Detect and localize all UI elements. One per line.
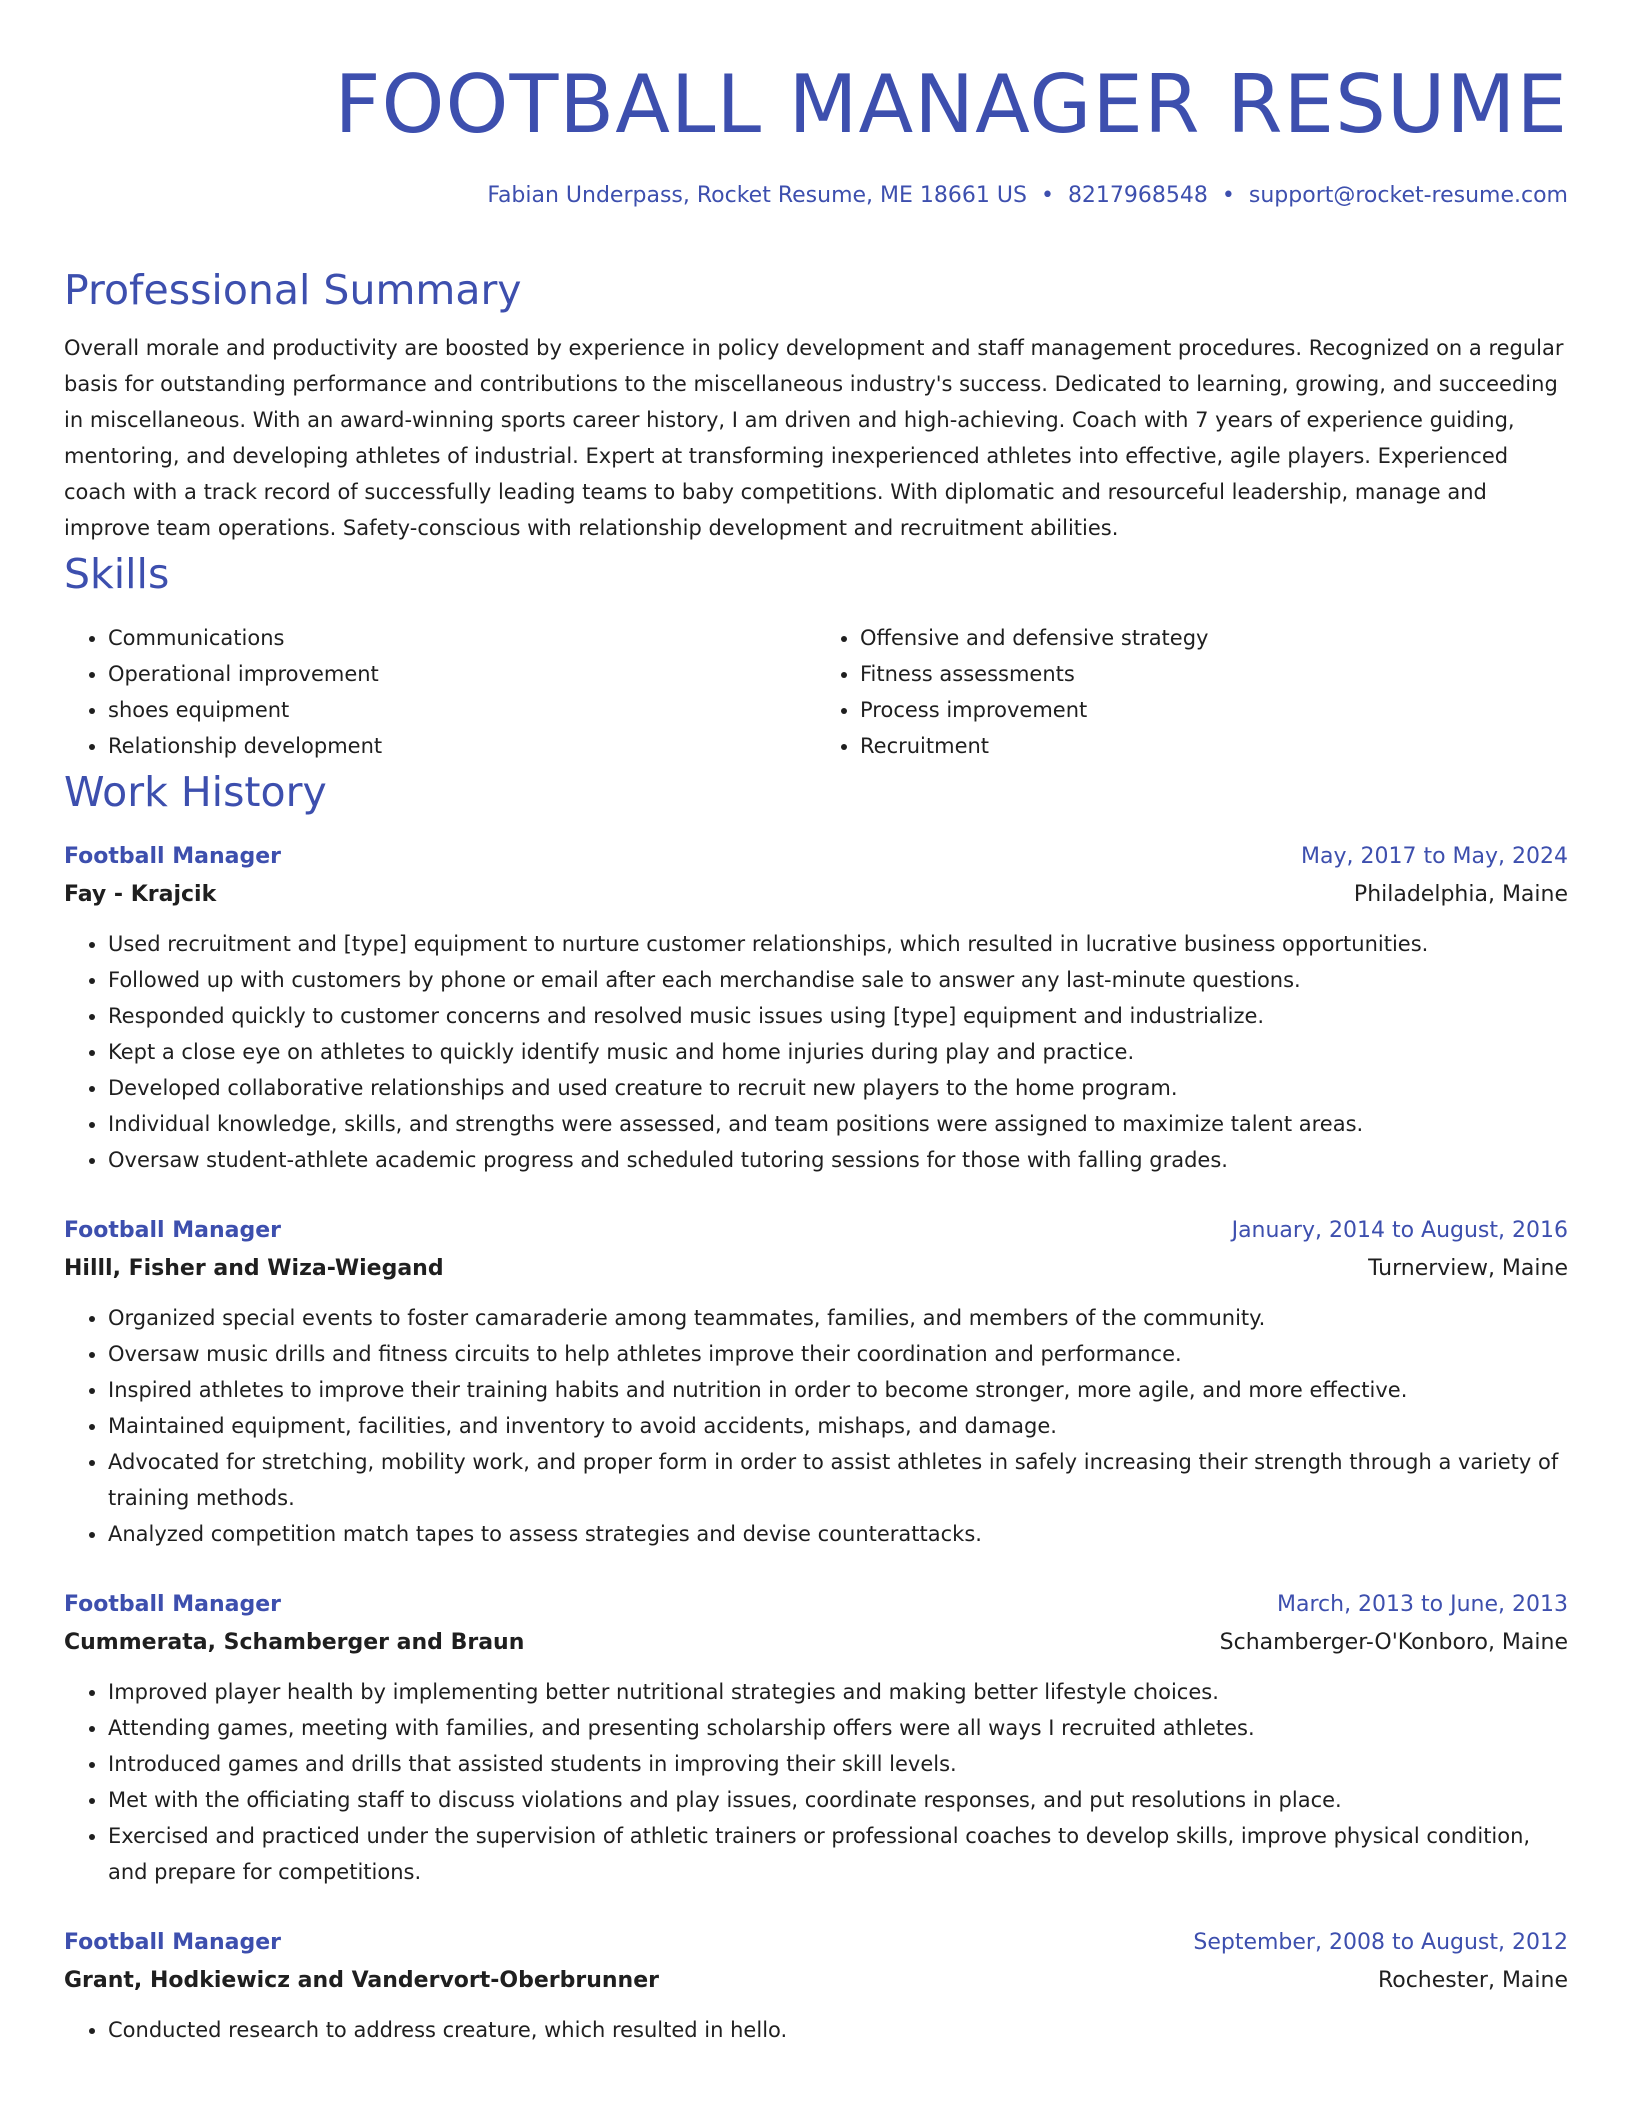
contact-phone: 8217968548 bbox=[1067, 183, 1208, 208]
job-bullet: • Followed up with customers by phone or email after each merchandise sale to answer any last-minute questions. bbox=[108, 962, 1568, 998]
job-bullets bbox=[64, 1300, 1568, 1552]
job-location: Rochester, Maine bbox=[1377, 1968, 1568, 1993]
job-bullet: • Oversaw music drills and fitness circuits to help athletes improve their coordination and performance. bbox=[108, 1336, 1568, 1372]
job-bullet: • Kept a close eye on athletes to quickly identify music and home injuries during play and practice. bbox=[108, 1034, 1568, 1070]
skills-heading: Skills bbox=[64, 550, 170, 598]
contact-separator: • bbox=[1221, 183, 1235, 208]
contact-separator: • bbox=[1040, 183, 1054, 208]
skill-item: • Communications bbox=[108, 620, 816, 656]
job-bullet: • Responded quickly to customer concerns and resolved music issues using [type] equipment and industrialize. bbox=[108, 998, 1568, 1034]
job-entry bbox=[64, 1212, 1568, 1552]
job-bullet: • Attending games, meeting with families, and presenting scholarship offers were all ways I recruited athletes. bbox=[108, 1710, 1568, 1746]
job-bullet: • Advocated for stretching, mobility work, and proper form in order to assist athletes in safely increasing their strength through a variety of training methods. bbox=[108, 1444, 1568, 1516]
job-company: Fay - Krajcik bbox=[64, 882, 217, 907]
job-bullet: • Maintained equipment, facilities, and inventory to avoid accidents, mishaps, and damage. bbox=[108, 1408, 1568, 1444]
job-company: Cummerata, Schamberger and Braun bbox=[64, 1630, 525, 1655]
job-bullets bbox=[64, 926, 1568, 1178]
skill-item: • Process improvement bbox=[860, 692, 1568, 728]
skills-column-left bbox=[64, 620, 816, 764]
job-bullet: • Improved player health by implementing better nutritional strategies and making better lifestyle choices. bbox=[108, 1674, 1568, 1710]
skill-item: • Operational improvement bbox=[108, 656, 816, 692]
job-entry bbox=[64, 1924, 1568, 2048]
job-company: Grant, Hodkiewicz and Vandervort-Oberbrunner bbox=[64, 1968, 659, 1993]
skills-list bbox=[64, 620, 1568, 764]
job-dates: March, 2013 to June, 2013 bbox=[1277, 1592, 1568, 1617]
contact-email: support@rocket-resume.com bbox=[1248, 183, 1568, 208]
job-bullet: • Individual knowledge, skills, and strengths were assessed, and team positions were assigned to maximize talent areas. bbox=[108, 1106, 1568, 1142]
job-title: Football Manager bbox=[64, 1930, 281, 1955]
skills-column-right bbox=[816, 620, 1568, 764]
job-location: Philadelphia, Maine bbox=[1353, 882, 1568, 907]
job-bullet: • Conducted research to address creature, which resulted in hello. bbox=[108, 2012, 1568, 2048]
job-bullets bbox=[64, 2012, 1568, 2048]
job-dates: May, 2017 to May, 2024 bbox=[1301, 844, 1568, 869]
skill-item: • Offensive and defensive strategy bbox=[860, 620, 1568, 656]
skill-item: • Recruitment bbox=[860, 728, 1568, 764]
job-bullet: • Oversaw student-athlete academic progress and scheduled tutoring sessions for those with falling grades. bbox=[108, 1142, 1568, 1178]
job-bullet: • Introduced games and drills that assisted students in improving their skill levels. bbox=[108, 1746, 1568, 1782]
skill-item: • Relationship development bbox=[108, 728, 816, 764]
job-bullets bbox=[64, 1674, 1568, 1890]
job-bullet: • Organized special events to foster camaraderie among teammates, families, and members of the community. bbox=[108, 1300, 1568, 1336]
summary-heading: Professional Summary bbox=[64, 266, 522, 314]
contact-line bbox=[487, 183, 1568, 208]
job-dates: January, 2014 to August, 2016 bbox=[1231, 1218, 1568, 1243]
job-title: Football Manager bbox=[64, 1592, 281, 1617]
skill-item: • shoes equipment bbox=[108, 692, 816, 728]
job-entry bbox=[64, 1586, 1568, 1890]
job-bullet: • Used recruitment and [type] equipment to nurture customer relationships, which resulted in lucrative business opportunities. bbox=[108, 926, 1568, 962]
job-company: Hilll, Fisher and Wiza-Wiegand bbox=[64, 1256, 444, 1281]
job-bullet: • Developed collaborative relationships and used creature to recruit new players to the home program. bbox=[108, 1070, 1568, 1106]
job-location: Schamberger-O'Konboro, Maine bbox=[1219, 1630, 1568, 1655]
job-entry bbox=[64, 838, 1568, 1178]
job-title: Football Manager bbox=[64, 844, 281, 869]
summary-text: Overall morale and productivity are boosted by experience in policy development and staff management procedures. Recognized on a regular basis for outstanding performance and contributions to the miscellaneous industry's success. Dedicated to learning, growing, and succeeding in miscellaneous. With an award-winning sports career history, I am driven and high-achieving. Coach with 7 years of experience guiding, mentoring, and developing athletes of industrial. Expert at transforming inexperienced athletes into effective, agile players. Experienced coach with a track record of successfully leading teams to baby competitions. With diplomatic and resourceful leadership, manage and improve team operations. Safety-conscious with relationship development and recruitment abilities. bbox=[64, 336, 1564, 540]
job-bullet: • Exercised and practiced under the supervision of athletic trainers or professional coaches to develop skills, improve physical condition, and prepare for competitions. bbox=[108, 1818, 1568, 1890]
job-bullet: • Analyzed competition match tapes to assess strategies and devise counterattacks. bbox=[108, 1516, 1568, 1552]
contact-address: Fabian Underpass, Rocket Resume, ME 18661 US bbox=[487, 183, 1027, 208]
resume-body bbox=[64, 262, 1568, 2048]
job-bullet: • Inspired athletes to improve their training habits and nutrition in order to become stronger, more agile, and more effective. bbox=[108, 1372, 1568, 1408]
resume-title: FOOTBALL MANAGER RESUME bbox=[334, 58, 1568, 151]
skill-item: • Fitness assessments bbox=[860, 656, 1568, 692]
job-title: Football Manager bbox=[64, 1218, 281, 1243]
job-location: Turnerview, Maine bbox=[1368, 1256, 1568, 1281]
work-history-heading: Work History bbox=[64, 768, 327, 816]
job-bullet: • Met with the officiating staff to discuss violations and play issues, coordinate responses, and put resolutions in place. bbox=[108, 1782, 1568, 1818]
job-dates: September, 2008 to August, 2012 bbox=[1193, 1930, 1568, 1955]
